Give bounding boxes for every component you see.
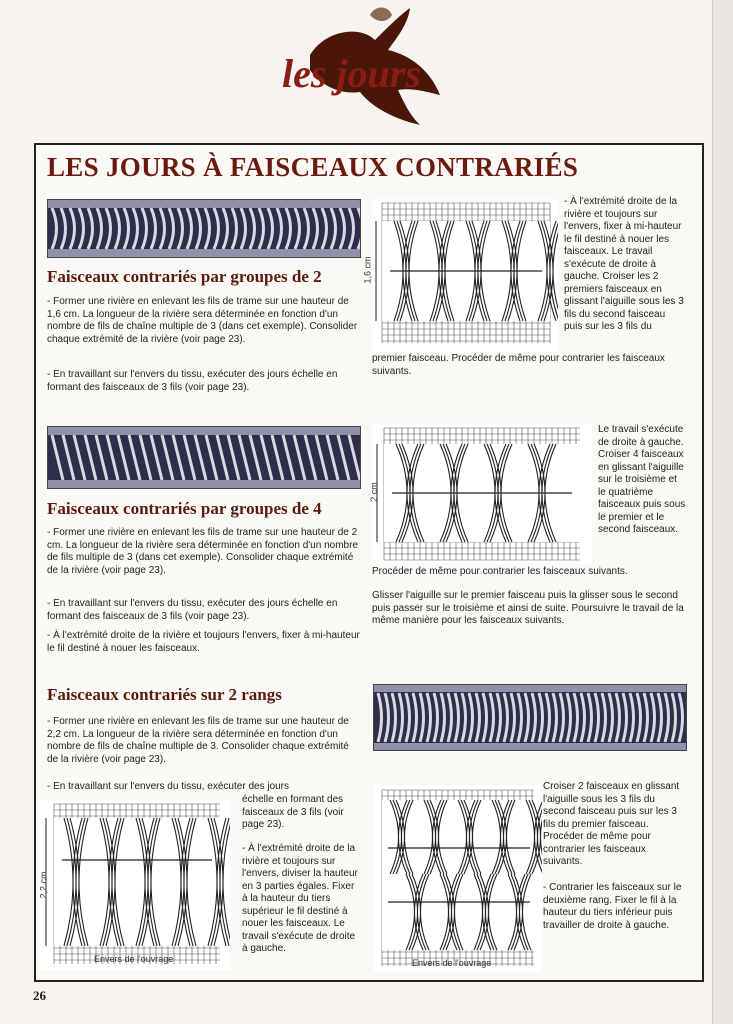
photo-sur-2-rangs [373,684,687,751]
openwork-photo-3 [374,685,686,750]
s2-paragraph-1: - Former une rivière en enlevant les fils de trame sur une hauteur de 2 cm. La longueur de la rivière sera déterminée en fonction d'un nombre de fils multiple de 3 (dans cet exemple). Consolider chaque extrémité de la rivière (voir page 23). [47,527,358,576]
logo-text: les jours [282,51,421,96]
diagram-2-svg [372,424,592,564]
s3-right-text-2: - Contrarier les faisceaux sur le deuxième rang. Fixer le fil à la hauteur du tiers inférieur puis travailler de droite à gauche. [543,882,682,931]
openwork-photo-2 [48,427,360,488]
diagram-groupes-2 [362,199,558,352]
heading-groupes-4: Faisceaux contrariés par groupes de 4 [47,499,322,518]
header-logo [270,0,470,140]
heading-sur-2-rangs: Faisceaux contrariés sur 2 rangs [47,685,282,704]
measure-1: 1,6 cm [362,256,373,284]
s1-bottom-text: premier faisceau. Procéder de même pour contrarier les faisceaux suivants. [372,353,665,377]
s3-paragraph-3: - À l'extrémité droite de la rivière et toujours sur l'envers, diviser la hauteur en 3 parties égales. Fixer à la hauteur du tiers supérieur le fil destiné à nouer les faisceaux. Le travail s'exécute de droite à gauche. [242,843,358,954]
s3-paragraph-2a: - En travaillant sur l'envers du tissu, exécuter des jours [47,781,290,792]
diagram-2-rangs-left [40,800,230,970]
caption-left: Envers de l'ouvrage [94,954,174,964]
s2-paragraph-2: - En travaillant sur l'envers du tissu, exécuter des jours échelle en formant des faisceaux de 3 fils (voir page 23). [47,598,338,622]
page-title: LES JOURS À FAISCEAUX CONTRARIÉS [47,152,579,182]
diagram-groupes-4 [368,424,592,564]
heading-groupes-2: Faisceaux contrariés par groupes de 2 [47,267,322,286]
measure-2: 2 cm [368,482,379,502]
measure-3: 2,2 cm [38,871,49,899]
s3-paragraph-2b: échelle en formant des faisceaux de 3 fils (voir page 23). [242,794,344,830]
page-number: 26 [33,988,46,1003]
page-edge [712,0,733,1024]
s2-right-text: Le travail s'exécute de droite à gauche. Croiser 4 faisceaux en glissant l'aiguille sur le troisième et le quatrième faisceaux puis sous le premier et le second faisceaux. [598,424,686,535]
bundle-strand [553,221,558,321]
s1-right-text: - À l'extrémité droite de la rivière et toujours sur l'envers, fixer à mi-hauteur le fil destiné à nouer les faisceaux. Le travail s'exécute de droite à gauche. Croiser les 2 premiers faisceaux en glissant l'aiguille sous les 3 fils du second faisceau puis sur les 3 fils du [564,196,684,332]
s3-right-text-1: Croiser 2 faisceaux en glissant l'aiguille sous les 3 fils du second faisceau puis sur les 3 fils du premier faisceau. Procéder de même pour contrarier les faisceaux suivants. [543,781,680,867]
s2-paragraph-3: - À l'extrémité droite de la rivière et toujours l'envers, fixer à mi-hauteur le fil destiné à nouer les faisceaux. [47,630,360,654]
diagram-2-rangs-right [374,786,542,972]
s2-bottom-text: Procéder de même pour contrarier les faisceaux suivants. [372,566,628,577]
s3-paragraph-1: - Former une rivière en enlevant les fils de trame sur une hauteur de 2,2 cm. La longueur de la rivière sera déterminée en fonction d'un nombre de fils de chaîne multiple de 3. Consolider chaque extrémité de la rivière (voir page 23). [47,716,349,765]
s2-bottom-text-2: Glisser l'aiguille sur le premier faisceau puis la glisser sous le second puis passer sur le troisième et ainsi de suite. Poursuivre le travail de la même manière pour les faisceaux suivants. [372,590,684,626]
diagram-4-svg [374,786,542,972]
photo-groupes-2 [47,199,361,258]
diagram-3-svg [40,800,230,970]
caption-right: Envers de l'ouvrage [412,958,492,968]
s1-paragraph-2: - En travaillant sur l'envers du tissu, exécuter des jours échelle en formant des faisceaux de 3 fils (voir page 23). [47,369,338,393]
s1-paragraph-1: - Former une rivière en enlevant les fils de trame sur une hauteur de 1,6 cm. La longueur de la rivière sera déterminée en fonction d'un nombre de fils de chaîne multiple de 3 (dans cet exemple). Consolider chaque extrémité de la rivière (voir page 23). [47,296,358,345]
openwork-photo-1 [48,200,360,257]
diagram-1-svg [372,199,558,352]
photo-groupes-4 [47,426,361,489]
